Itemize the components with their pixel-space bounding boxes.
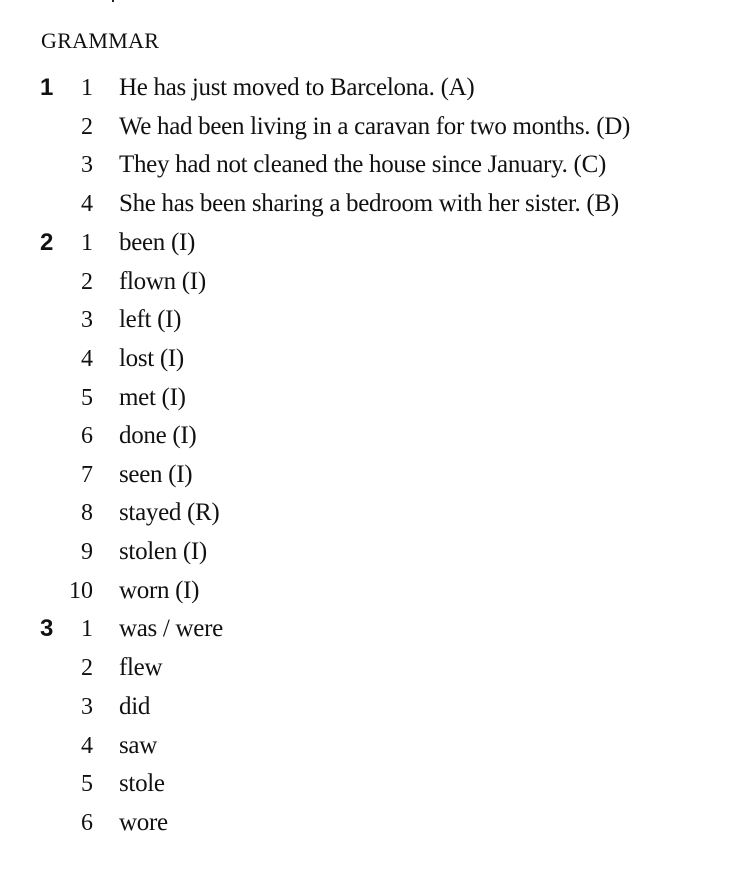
answer-row [0,224,736,262]
answer-row [0,263,736,301]
cropped-text-fragment [112,0,124,2]
answer-row [0,69,736,107]
item-number: 9 [81,539,93,565]
exercise-number: 3 [40,615,54,642]
answer-text: stole [119,770,165,797]
answer-text: We had been living in a caravan for two months. (D) [119,113,630,140]
item-number: 1 [81,616,93,642]
answer-text: They had not cleaned the house since January. (C) [119,151,606,178]
item-number: 1 [81,230,93,256]
answer-row [0,301,736,339]
answer-text: saw [119,732,157,759]
answer-text: worn (I) [119,577,200,604]
answer-text: seen (I) [119,461,193,488]
answer-row [0,340,736,378]
item-number: 2 [81,655,93,681]
answer-text: done (I) [119,422,197,449]
answer-row [0,533,736,571]
answer-row [0,185,736,223]
answer-text: was / were [119,615,223,642]
item-number: 5 [81,771,93,797]
answer-row [0,610,736,648]
item-number: 2 [81,269,93,295]
answer-text: lost (I) [119,345,184,372]
answer-row [0,572,736,610]
answer-text: did [119,693,151,720]
item-number: 10 [69,578,93,604]
answer-text: stayed (R) [119,499,220,526]
item-number: 6 [81,810,93,836]
answer-row [0,379,736,417]
exercise-number: 1 [40,74,54,101]
answer-text: flew [119,654,163,681]
answer-row [0,688,736,726]
item-number: 6 [81,423,93,449]
item-number: 2 [81,114,93,140]
answer-row [0,417,736,455]
item-number: 3 [81,152,93,178]
answer-text: flown (I) [119,268,206,295]
item-number: 1 [81,75,93,101]
answer-text: been (I) [119,229,196,256]
item-number: 4 [81,191,93,217]
answer-row [0,146,736,184]
section-heading: GRAMMAR [41,28,160,53]
item-number: 4 [81,346,93,372]
answer-row [0,108,736,146]
answer-text: left (I) [119,306,182,333]
item-number: 7 [81,462,93,488]
item-number: 3 [81,694,93,720]
item-number: 4 [81,733,93,759]
answer-row [0,649,736,687]
answer-row [0,804,736,842]
item-number: 5 [81,385,93,411]
answer-text: met (I) [119,384,186,411]
item-number: 3 [81,307,93,333]
exercise-number: 2 [40,229,54,256]
answer-row [0,727,736,765]
answer-text: stolen (I) [119,538,207,565]
answer-text: He has just moved to Barcelona. (A) [119,74,475,101]
answer-row [0,494,736,532]
answer-row [0,456,736,494]
answer-row [0,765,736,803]
answer-text: She has been sharing a bedroom with her sister. (B) [119,190,619,217]
answer-text: wore [119,809,168,836]
item-number: 8 [81,500,93,526]
